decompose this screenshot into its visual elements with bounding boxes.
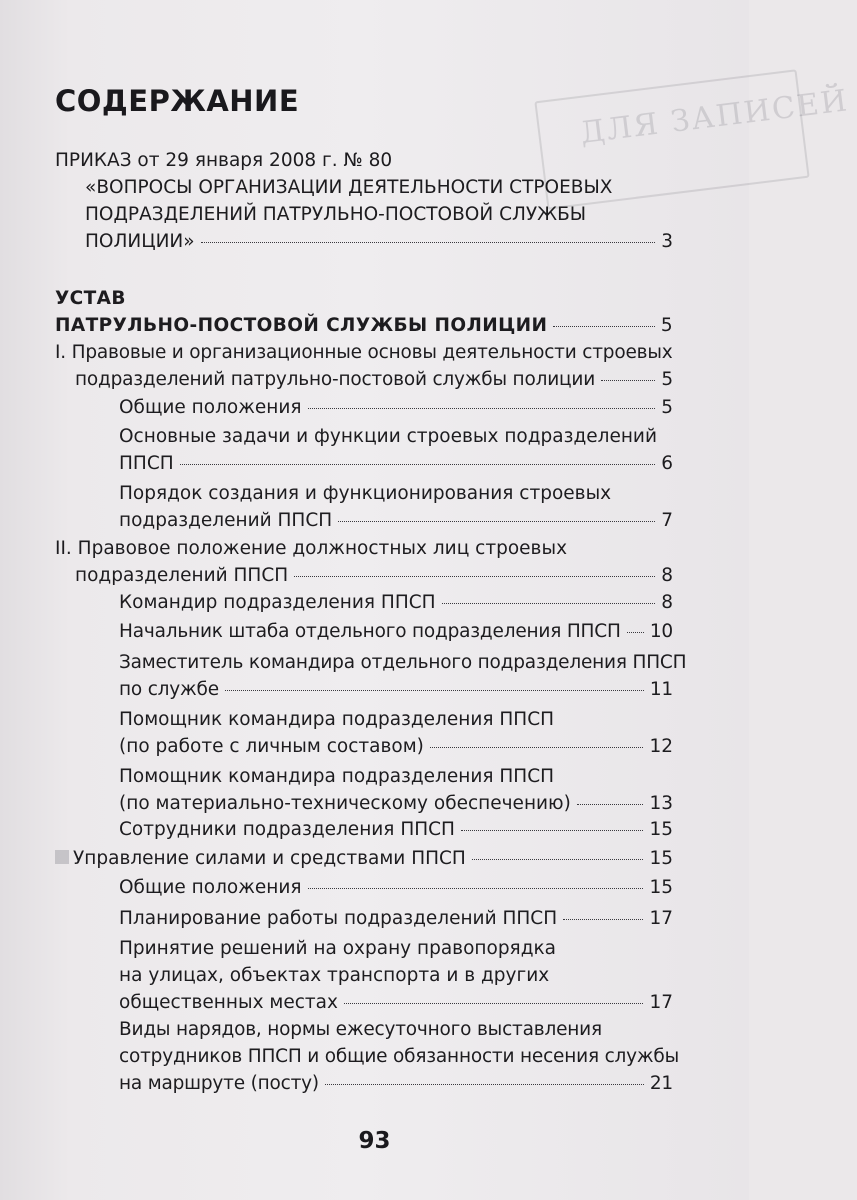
toc-page-number: 6 <box>661 453 673 474</box>
toc-line: УСТАВ <box>55 288 126 309</box>
dot-leader <box>325 1084 644 1085</box>
toc-line: I. Правовые и организационные основы деятельности строевых <box>55 342 673 363</box>
toc-entry-section-1[interactable] <box>55 339 673 393</box>
toc-line: Командир подразделения ППСП <box>119 592 436 613</box>
dot-leader <box>294 576 655 577</box>
toc-line: подразделений патрульно-постовой службы полиции <box>75 369 596 390</box>
toc-page-number: 15 <box>649 848 673 869</box>
toc-page-number: 7 <box>661 510 673 531</box>
toc-page-number: 17 <box>649 992 673 1013</box>
toc-line: ППСП <box>119 453 174 474</box>
toc-line: общественных местах <box>119 992 338 1013</box>
toc-entry-order[interactable] <box>55 147 673 255</box>
toc-page-number: 11 <box>649 679 673 700</box>
toc-line: Помощник командира подразделения ППСП <box>119 766 555 787</box>
toc-page-number: 10 <box>649 621 673 642</box>
toc-page-number: 5 <box>661 369 673 390</box>
toc-entry-charter[interactable] <box>55 285 673 339</box>
toc-line: Общие положения <box>119 397 302 418</box>
toc-entry[interactable] <box>119 618 673 645</box>
dot-leader <box>472 859 644 860</box>
toc-line: на маршруте (посту) <box>119 1073 319 1094</box>
toc-line: Управление силами и средствами ППСП <box>73 848 466 869</box>
dot-leader <box>308 408 656 409</box>
toc-line: Порядок создания и функционирования строевых <box>119 483 612 504</box>
toc-line: «ВОПРОСЫ ОРГАНИЗАЦИИ ДЕЯТЕЛЬНОСТИ СТРОЕВЫХ <box>85 177 613 198</box>
toc-line: Помощник командира подразделения ППСП <box>119 709 555 730</box>
dot-leader <box>577 804 644 805</box>
toc-entry[interactable] <box>119 394 673 421</box>
toc-line: по службе <box>119 679 219 700</box>
toc-page-number: 5 <box>660 315 673 336</box>
toc-page-number: 17 <box>649 908 673 929</box>
page-title: СОДЕРЖАНИЕ <box>55 84 300 118</box>
toc-entry[interactable] <box>119 706 673 760</box>
dot-leader <box>338 521 655 522</box>
toc-entry-section-2[interactable] <box>55 535 673 589</box>
dot-leader <box>308 888 644 889</box>
toc-entry[interactable] <box>119 589 673 616</box>
toc-line: Общие положения <box>119 877 302 898</box>
toc-line: ПРИКАЗ от 29 января 2008 г. № 80 <box>55 150 393 171</box>
toc-page-number: 15 <box>649 877 673 898</box>
toc-entry[interactable] <box>119 480 673 534</box>
toc-entry[interactable] <box>119 874 673 901</box>
toc-line: Принятие решений на охрану правопорядка <box>119 938 556 959</box>
toc-entry[interactable] <box>119 816 673 843</box>
dot-leader <box>563 919 643 920</box>
toc-page-number: 8 <box>661 592 673 613</box>
dot-leader <box>461 830 643 831</box>
toc-page-number: 21 <box>649 1073 673 1094</box>
toc-line: подразделений ППСП <box>75 565 289 586</box>
toc-line: на улицах, объектах транспорта и в других <box>119 965 550 986</box>
dot-leader <box>225 690 644 691</box>
toc-line: ПОДРАЗДЕЛЕНИЙ ПАТРУЛЬНО-ПОСТОВОЙ СЛУЖБЫ <box>85 204 587 225</box>
toc-page-number: 3 <box>661 231 673 252</box>
smudged-numeral <box>55 850 69 864</box>
dot-leader <box>553 326 654 327</box>
toc-entry[interactable] <box>119 649 687 703</box>
dot-leader <box>601 380 655 381</box>
toc-line: Виды нарядов, нормы ежесуточного выставления <box>119 1019 602 1040</box>
toc-page-number: 12 <box>649 736 673 757</box>
toc-entry-section-3[interactable] <box>55 845 673 872</box>
dot-leader <box>627 632 644 633</box>
toc-line: II. Правовое положение должностных лиц строевых <box>55 538 568 559</box>
toc-line: Планирование работы подразделений ППСП <box>119 908 558 929</box>
toc-line: сотрудников ППСП и общие обязанности несения службы <box>119 1046 679 1067</box>
toc-line: Начальник штаба отдельного подразделения ППСП <box>119 621 621 642</box>
toc-line: Заместитель командира отдельного подразделения ППСП <box>119 652 687 673</box>
toc-line: (по работе с личным составом) <box>119 736 424 757</box>
dot-leader <box>201 242 656 243</box>
toc-line: Основные задачи и функции строевых подразделений <box>119 426 657 447</box>
toc-entry[interactable] <box>119 423 673 477</box>
toc-line: (по материально-техническому обеспечению) <box>119 793 571 814</box>
page-number: 93 <box>358 1128 391 1154</box>
toc-page-number: 15 <box>649 819 673 840</box>
toc-entry[interactable] <box>119 905 673 932</box>
toc-line: ПОЛИЦИИ» <box>85 231 195 252</box>
stamp-text: ДЛЯ ЗАПИСЕЙ <box>578 83 851 151</box>
toc-page-number: 13 <box>649 793 673 814</box>
dot-leader <box>442 603 656 604</box>
toc-page-number: 8 <box>661 565 673 586</box>
toc-line: Сотрудники подразделения ППСП <box>119 819 455 840</box>
toc-entry[interactable] <box>119 1016 679 1097</box>
dot-leader <box>430 747 644 748</box>
toc-page-number: 5 <box>661 397 673 418</box>
toc-line: подразделений ППСП <box>119 510 333 531</box>
toc-entry[interactable] <box>119 763 673 817</box>
dot-leader <box>180 464 656 465</box>
dot-leader <box>344 1003 643 1004</box>
toc-entry[interactable] <box>119 935 673 1016</box>
toc-line: ПАТРУЛЬНО-ПОСТОВОЙ СЛУЖБЫ ПОЛИЦИИ <box>55 315 548 336</box>
